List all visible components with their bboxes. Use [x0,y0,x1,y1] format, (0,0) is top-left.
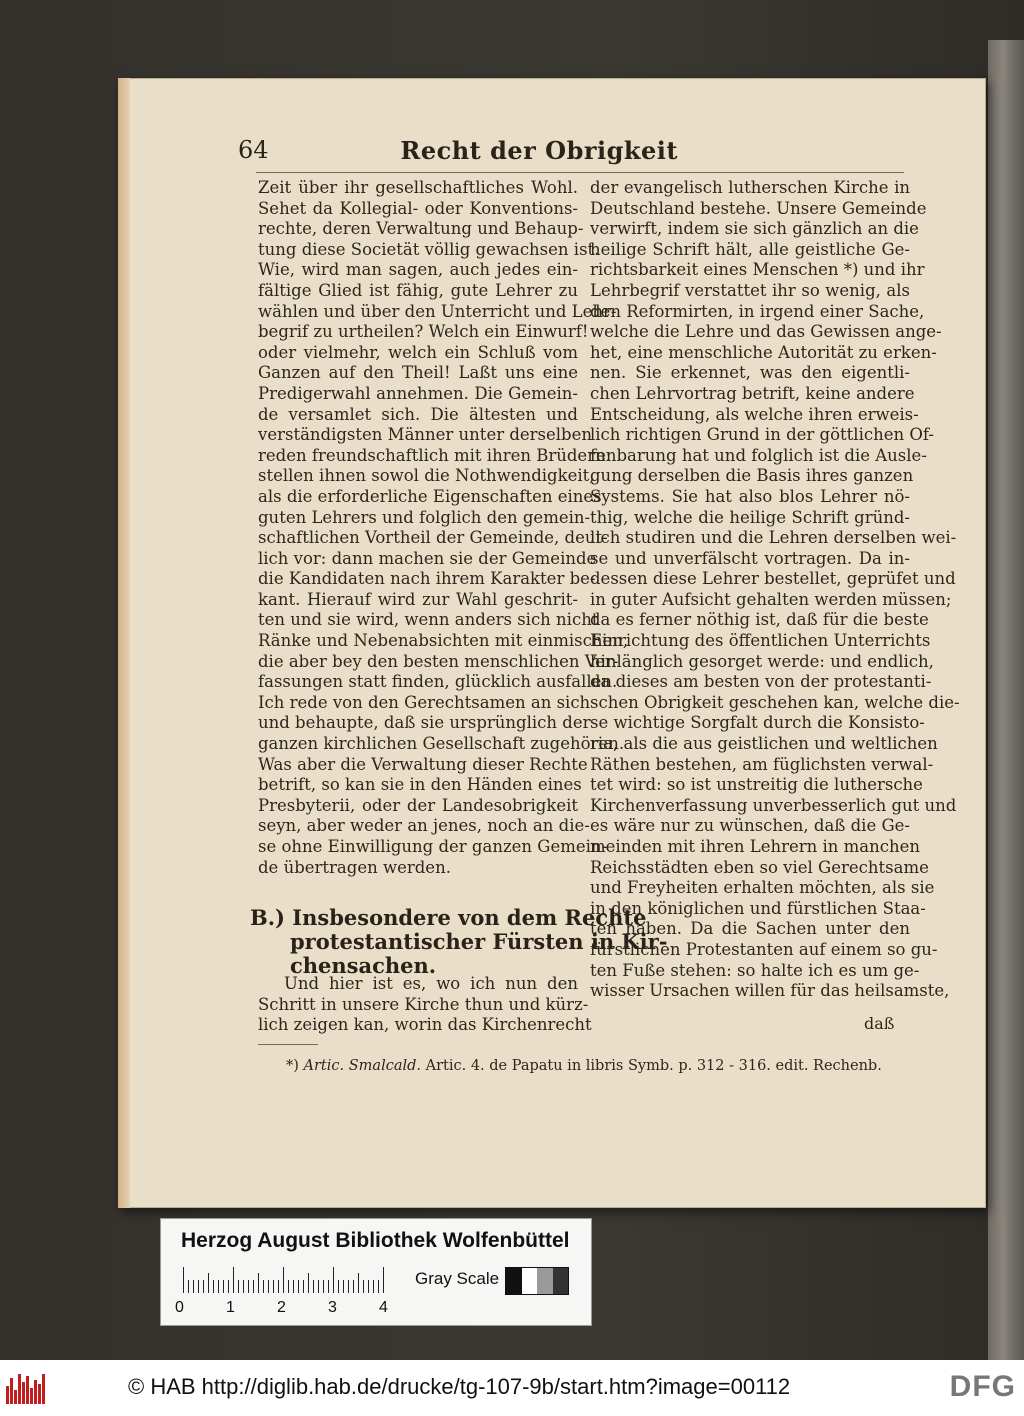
page-edge [118,78,130,1208]
ruler-tick [358,1273,359,1293]
ruler-tick [343,1280,344,1293]
text-line: dessen diese Lehrer bestellet, geprüfet und [590,569,956,589]
scale-ruler [183,1265,393,1293]
text-line: Presbyterii, oder der Landesobrigkeit [258,795,578,815]
text-line: richtsbarkeit eines Menschen *) und ihr [590,260,925,280]
ruler-label: 4 [379,1299,388,1316]
ruler-tick [328,1280,329,1293]
gray-swatch [506,1268,522,1294]
ruler-tick [293,1280,294,1293]
text-line: wisser Ursachen willen für das heilsamste, [590,981,950,1001]
ruler-tick [228,1280,229,1293]
logo-bar [38,1384,41,1404]
text-line: Reichsstädten eben so viel Gerechtsame [590,857,929,877]
text-line: tung diese Societät völlig gewachsen ist. [258,239,600,259]
ruler-tick [213,1280,214,1293]
ruler-label: 1 [226,1299,235,1316]
color-target-card [160,1218,592,1326]
text-line: chen Lehrvortrag betrift, keine andere [590,383,915,403]
ruler-tick [318,1280,319,1293]
text-line: hinlänglich gesorget werde: und endlich, [590,651,934,671]
text-line: tet wird: so ist unstreitig die luthersche [590,775,923,795]
ruler-tick [313,1280,314,1293]
ruler-tick [283,1267,284,1293]
ruler-tick [308,1273,309,1293]
viewer-footer [0,1360,1024,1416]
text-line: da es ferner nöthig ist, daß für die beste [590,610,929,630]
text-line: fürstlichen Protestanten auf einem so gu- [590,939,938,959]
text-line: Wie, wird man sagen, auch jedes ein- [258,260,578,280]
text-line: ganzen kirchlichen Gesellschaft zugehören. [258,734,625,754]
text-line: betrift, so kan sie in den Händen eines [258,775,582,795]
text-line: kant. Hierauf wird zur Wahl geschrit- [258,589,578,609]
text-line: und Freyheiten erhalten möchten, als sie [590,878,935,898]
text-line: Einrichtung des öffentlichen Unterrichts [590,631,931,651]
text-line: als die erforderliche Eigenschaften eines [258,486,602,506]
dfg-logo: DFG [949,1370,1016,1403]
right-column [590,178,960,1002]
text-line: verständigsten Männer unter derselben [258,425,593,445]
text-line: de übertragen werden. [258,857,451,877]
catchword: daß [864,1014,895,1033]
ruler-tick [268,1280,269,1293]
text-line: seyn, aber weder an jenes, noch an die- [258,816,590,836]
hab-logo-icon [6,1374,48,1404]
logo-bar [30,1388,33,1404]
text-line: protestantischer Fürsten in Kir- [290,929,668,954]
text-line: lich richtigen Grund in der göttlichen Of- [590,425,934,445]
ruler-tick [263,1280,264,1293]
ruler-label: 3 [328,1299,337,1316]
text-line: het, eine menschliche Autorität zu erken- [590,342,937,362]
ruler-tick [218,1280,219,1293]
text-line: Systems. Sie hat also blos Lehrer nö- [590,486,910,506]
gray-swatch [537,1268,553,1294]
ruler-tick [183,1267,184,1293]
text-line: nen. Sie erkennet, was den eigentli- [590,363,910,383]
gray-scale-label: Gray Scale [415,1269,500,1288]
text-line: fenbarung hat und folglich ist die Ausle- [590,445,927,465]
text-line: ten haben. Da die Sachen unter den [590,919,910,939]
text-line: Zeit über ihr gesellschaftliches Wohl. [258,178,578,197]
text-line: Predigerwahl annehmen. Die Gemein- [258,383,578,403]
text-line: lich studiren und die Lehren derselben wei- [590,528,957,548]
ruler-tick [383,1267,384,1293]
text-line: meinden mit ihren Lehrern in manchen [590,837,921,856]
footnote-italic: Artic. Smalcald. [303,1058,421,1074]
text-line: wählen und über den Unterricht und Lehr- [258,301,617,321]
text-line: schen Obrigkeit geschehen kan, welche die- [590,692,960,712]
page-number: 64 [238,136,269,164]
ruler-tick [338,1280,339,1293]
text-line: oder vielmehr, welch ein Schluß vom [258,342,578,362]
text-line: Deutschland bestehe. Unsere Gemeinde [590,198,927,218]
text-line: heilige Schrift hält, alle geistliche Ge- [590,239,910,259]
section-heading [250,905,668,978]
ruler-tick [323,1280,324,1293]
ruler-label: 2 [277,1299,286,1316]
text-line: in guter Aufsicht gehalten werden müssen; [590,589,952,609]
text-line: da dieses am besten von der protestanti- [590,672,932,692]
text-line: Ganzen auf den Theil! Laßt uns eine [258,363,578,383]
text-line: se ohne Einwilligung der ganzen Gemein- [258,837,608,856]
text-line: Sehet da Kollegial- oder Konventions- [258,198,578,218]
footnote-rule [258,1044,318,1045]
ruler-tick [273,1280,274,1293]
ruler-tick [348,1280,349,1293]
left-column-continued [258,974,592,1036]
logo-bar [6,1386,9,1404]
ruler-tick [353,1280,354,1293]
footnote [286,1058,882,1074]
scanner-edge [988,40,1024,1360]
text-line: verwirft, indem sie sich gänzlich an die [590,219,919,239]
text-line: Schritt in unsere Kirche thun und kürz- [258,994,589,1014]
text-line: welche die Lehre und das Gewissen ange- [590,322,942,342]
ruler-tick [373,1280,374,1293]
logo-bar [10,1378,13,1404]
text-line: es wäre nur zu wünschen, daß die Ge- [590,816,910,836]
ruler-tick [258,1273,259,1293]
text-line: die aber bey den besten menschlichen Ver- [258,651,619,671]
text-line: schaftlichen Vortheil der Gemeinde, deut- [258,528,608,548]
ruler-tick [198,1280,199,1293]
ruler-tick [333,1267,334,1293]
text-line: se und unverfälscht vortragen. Da in- [590,548,910,568]
text-line: begrif zu urtheilen? Welch ein Einwurf! [258,322,589,342]
ruler-tick [193,1280,194,1293]
library-name: Herzog August Bibliothek Wolfenbüttel [181,1229,570,1252]
logo-bar [22,1382,25,1404]
text-line: lich vor: dann machen sie der Gemeinde [258,548,597,568]
text-line: lich zeigen kan, worin das Kirchenrecht [258,1015,592,1035]
text-line: se wichtige Sorgfalt durch die Konsisto- [590,713,925,733]
text-line: fältige Glied ist fähig, gute Lehrer zu [258,280,578,300]
ruler-tick [253,1280,254,1293]
text-line: ten Fuße stehen: so halte ich es um ge- [590,960,920,980]
footer-credit: © HAB http://diglib.hab.de/drucke/tg-107-9b/start.htm?image=00112 [128,1374,791,1399]
logo-bar [26,1376,29,1404]
text-line: in den königlichen und fürstlichen Staa- [590,898,926,918]
gray-swatch [522,1268,538,1294]
text-line: Lehrbegrif verstattet ihr so wenig, als [590,280,910,300]
ruler-tick [288,1280,289,1293]
ruler-tick [208,1273,209,1293]
text-line: gung derselben die Basis ihres ganzen [590,466,914,486]
head-rule [256,172,904,173]
text-line: Räthen bestehen, am füglichsten verwal- [590,754,934,774]
footnote-marker: *) [286,1058,299,1074]
ruler-tick [233,1267,234,1293]
ruler-tick [278,1280,279,1293]
ruler-tick [223,1280,224,1293]
text-line: Was aber die Verwaltung dieser Rechte [258,754,588,774]
ruler-tick [368,1280,369,1293]
ruler-tick [378,1280,379,1293]
text-line: Ich rede von den Gerechtsamen an sich [258,692,591,712]
logo-bar [14,1390,17,1404]
text-line: Kirchenverfassung unverbesserlich gut und [590,795,957,815]
ruler-tick [303,1280,304,1293]
text-line: ten und sie wird, wenn anders sich nicht [258,610,599,630]
text-line: Und hier ist es, wo ich nun den [284,974,578,993]
text-line: de versamlet sich. Die ältesten und [258,404,578,424]
gray-swatch [553,1268,569,1294]
ruler-tick [243,1280,244,1293]
ruler-tick [363,1280,364,1293]
running-head [238,136,678,170]
ruler-labels [175,1299,405,1319]
text-line: reden freundschaftlich mit ihren Brüdern: [258,445,612,465]
running-title: Recht der Obrigkeit [400,136,678,165]
text-line: chensachen. [290,953,437,978]
ruler-tick [203,1280,204,1293]
logo-bar [42,1374,45,1404]
text-line: die Kandidaten nach ihrem Karakter be- [258,569,596,589]
ruler-label: 0 [175,1299,184,1316]
logo-bar [18,1374,21,1404]
left-column [258,178,629,878]
logo-bar [34,1380,37,1404]
ruler-tick [188,1280,189,1293]
text-line: thig, welche die heilige Schrift gründ- [590,507,910,527]
footnote-text: Artic. 4. de Papatu in libris Symb. p. 312 - 316. edit. Rechenb. [425,1058,882,1074]
ruler-tick [248,1280,249,1293]
text-line: ria, als die aus geistlichen und weltlichen [590,734,938,754]
gray-scale-swatches [505,1267,569,1295]
text-line: B.) Insbesondere von dem Rechte [250,905,647,930]
ruler-tick [238,1280,239,1293]
text-line: stellen ihnen sowol die Nothwendigkeit, [258,466,595,486]
text-line: guten Lehrers und folglich den gemein- [258,507,591,527]
text-line: Entscheidung, als welche ihren erweis- [590,404,919,424]
text-line: den Reformirten, in irgend einer Sache, [590,301,925,321]
text-line: der evangelisch lutherschen Kirche in [590,178,910,197]
text-line: Ränke und Nebenabsichten mit einmischen, [258,631,629,651]
text-line: rechte, deren Verwaltung und Behaup- [258,219,584,239]
ruler-tick [298,1280,299,1293]
text-line: und behaupte, daß sie ursprünglich der [258,713,591,733]
text-line: fassungen statt finden, glücklich ausfallen. [258,672,618,692]
